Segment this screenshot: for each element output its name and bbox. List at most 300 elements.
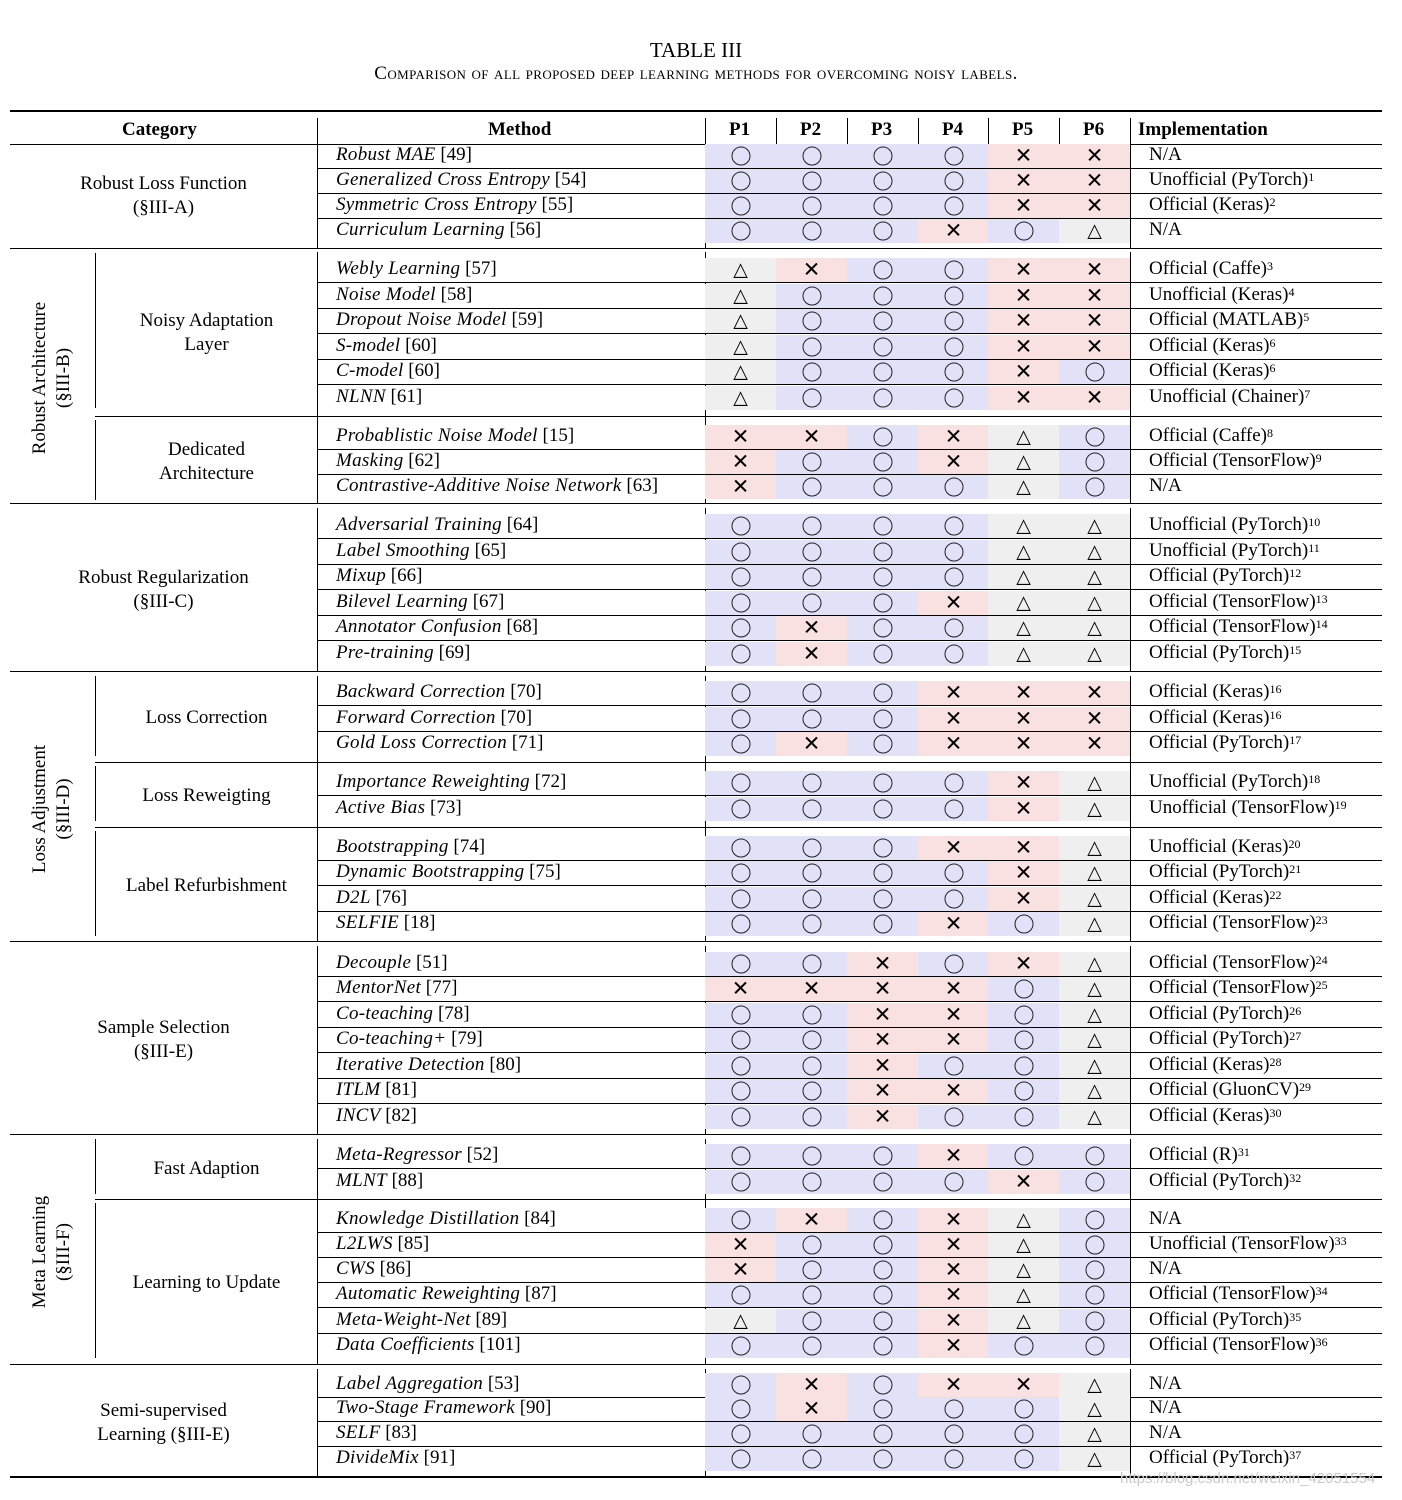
- footnote-marker: 17: [1289, 733, 1302, 747]
- property-cell-p6: [1059, 1422, 1130, 1446]
- property-cell-p5: [988, 616, 1059, 640]
- implementation-text: Unofficial (PyTorch): [1149, 169, 1309, 190]
- property-cell-p4: [918, 952, 989, 976]
- triangle-icon: △: [1016, 565, 1031, 588]
- implementation-text: Official (Keras): [1149, 1105, 1270, 1126]
- implementation: [1149, 1396, 1182, 1420]
- circle-icon: [944, 543, 963, 562]
- property-cell-p3: [847, 1170, 918, 1194]
- property-cell-p3: [847, 1028, 918, 1052]
- subcategory-label: [96, 874, 317, 898]
- implementation-text: Official (PyTorch): [1149, 642, 1290, 663]
- method-reference: [85]: [392, 1233, 430, 1254]
- implementation-text: Unofficial (Keras): [1149, 836, 1289, 857]
- method-reference: [61]: [385, 386, 423, 407]
- property-cell-p2: [776, 707, 847, 731]
- property-cell-p5: [988, 514, 1059, 538]
- method-name: [336, 770, 566, 794]
- triangle-icon: △: [1087, 887, 1102, 910]
- property-cell-p2: [776, 309, 847, 333]
- circle-icon: [873, 1147, 892, 1166]
- property-cell-p6: [1059, 1283, 1130, 1307]
- property-cell-p4: [918, 591, 989, 615]
- method-name: [336, 449, 440, 473]
- property-cell-p1: [705, 887, 776, 911]
- footnote-marker: 9: [1315, 451, 1322, 465]
- triangle-icon: △: [1016, 1283, 1031, 1306]
- circle-icon: [802, 1082, 821, 1101]
- cross-icon: ✕: [944, 1257, 963, 1282]
- triangle-icon: △: [1016, 642, 1031, 665]
- property-cell-p4: [918, 425, 989, 449]
- circle-icon: [731, 1286, 750, 1305]
- method-reference: [82]: [380, 1105, 417, 1126]
- property-cell-p5: [988, 952, 1059, 976]
- property-cell-p1: [705, 771, 776, 795]
- circle-icon: [873, 710, 892, 729]
- circle-icon: [731, 172, 750, 191]
- cross-icon: ✕: [731, 1257, 750, 1282]
- implementation: [1149, 1308, 1301, 1332]
- group-rule: [10, 1364, 1382, 1365]
- group-rule: [10, 671, 1382, 672]
- cross-icon: ✕: [1085, 143, 1104, 168]
- property-cell-p2: [776, 912, 847, 936]
- footnote-marker: 22: [1269, 888, 1282, 902]
- header-p6: P6: [1083, 119, 1105, 140]
- property-cell-p5: [988, 861, 1059, 885]
- footnote-marker: 10: [1308, 515, 1321, 529]
- property-cell-p2: [776, 732, 847, 756]
- method-name: [336, 1333, 521, 1357]
- circle-icon: [731, 915, 750, 934]
- method-reference: [55]: [536, 194, 574, 215]
- cross-icon: ✕: [944, 449, 963, 474]
- triangle-icon: △: [733, 284, 748, 307]
- circle-icon: [731, 774, 750, 793]
- method-name: [336, 835, 485, 859]
- property-cell-p1: [705, 1397, 776, 1421]
- category-text: Loss Adjustment: [29, 744, 50, 873]
- footnote-marker: 4: [1288, 285, 1295, 299]
- property-cell-p4: [918, 194, 989, 218]
- circle-icon: [873, 453, 892, 472]
- method-reference: [72]: [529, 771, 567, 792]
- circle-icon: [731, 864, 750, 883]
- circle-icon: [802, 222, 821, 241]
- property-cell-p1: [705, 681, 776, 705]
- property-cell-p1: [705, 912, 776, 936]
- circle-icon: [802, 864, 821, 883]
- implementation-text: Official (R): [1149, 1144, 1238, 1165]
- property-cell-p4: [918, 450, 989, 474]
- triangle-icon: △: [1087, 912, 1102, 935]
- property-cell-p2: [776, 169, 847, 193]
- triangle-icon: △: [1087, 540, 1102, 563]
- implementation: [1149, 796, 1347, 820]
- implementation: [1149, 641, 1301, 665]
- circle-icon: [802, 1261, 821, 1280]
- circle-icon: [873, 1173, 892, 1192]
- property-cell-p3: [847, 565, 918, 589]
- circle-icon: [1014, 980, 1033, 999]
- property-cell-p3: [847, 1233, 918, 1257]
- property-cell-p3: [847, 144, 918, 168]
- cross-icon: ✕: [1014, 680, 1033, 705]
- cross-icon: ✕: [1014, 1372, 1033, 1397]
- property-cell-p1: [705, 616, 776, 640]
- property-cell-p5: [988, 977, 1059, 1001]
- method-reference: [58]: [435, 284, 473, 305]
- circle-icon: [731, 1006, 750, 1025]
- circle-icon: [944, 1108, 963, 1127]
- property-cell-p4: [918, 284, 989, 308]
- property-cell-p4: [918, 309, 989, 333]
- circle-icon: [802, 312, 821, 331]
- footnote-marker: 29: [1299, 1080, 1312, 1094]
- property-cell-p6: [1059, 642, 1130, 666]
- circle-icon: [1085, 1236, 1104, 1255]
- property-cell-p1: [705, 1054, 776, 1078]
- property-cell-p5: [988, 1397, 1059, 1421]
- property-cell-p1: [705, 475, 776, 499]
- property-cell-p3: [847, 1334, 918, 1358]
- property-cell-p4: [918, 169, 989, 193]
- method-title: Pre-training: [336, 642, 434, 663]
- property-cell-p5: [988, 565, 1059, 589]
- property-cell-p2: [776, 1079, 847, 1103]
- property-cell-p5: [988, 258, 1059, 282]
- category-label: [28, 1195, 76, 1307]
- method-name: [336, 308, 543, 332]
- property-cell-p1: [705, 861, 776, 885]
- cross-icon: ✕: [1085, 193, 1104, 218]
- circle-icon: [802, 1337, 821, 1356]
- circle-icon: [944, 172, 963, 191]
- triangle-icon: △: [733, 360, 748, 383]
- implementation: [1149, 1078, 1311, 1102]
- method-name: [336, 1002, 470, 1026]
- property-cell-p6: [1059, 1054, 1130, 1078]
- property-cell-p6: [1059, 1334, 1130, 1358]
- property-cell-p1: [705, 1334, 776, 1358]
- circle-icon: [731, 890, 750, 909]
- triangle-icon: △: [733, 1309, 748, 1332]
- cross-icon: ✕: [1014, 283, 1033, 308]
- method-reference: [49]: [435, 144, 472, 165]
- implementation: [1149, 1333, 1328, 1357]
- implementation: [1149, 1143, 1250, 1167]
- circle-icon: [944, 261, 963, 280]
- implementation: [1149, 770, 1320, 794]
- triangle-icon: △: [1087, 1447, 1102, 1470]
- method-name: [336, 1169, 423, 1193]
- column-separator: [1130, 946, 1131, 1134]
- property-cell-p6: [1059, 1309, 1130, 1333]
- method-reference: [90]: [514, 1397, 552, 1418]
- method-name: [336, 731, 543, 755]
- circle-icon: [873, 864, 892, 883]
- circle-icon: [944, 645, 963, 664]
- method-title: Mixup: [336, 565, 387, 586]
- method-title: Automatic Reweighting: [336, 1283, 521, 1304]
- property-cell-p1: [705, 1373, 776, 1397]
- property-cell-p1: [705, 1447, 776, 1471]
- property-cell-p1: [705, 360, 776, 384]
- cross-icon: ✕: [1085, 168, 1104, 193]
- cross-icon: ✕: [1014, 706, 1033, 731]
- method-name: [336, 1308, 507, 1332]
- category-label: [10, 566, 317, 614]
- property-cell-p4: [918, 887, 989, 911]
- implementation-text: Official (PyTorch): [1149, 1170, 1290, 1191]
- property-cell-p2: [776, 1208, 847, 1232]
- property-cell-p3: [847, 169, 918, 193]
- property-cell-p4: [918, 475, 989, 499]
- implementation: [1149, 911, 1328, 935]
- circle-icon: [1085, 1286, 1104, 1305]
- triangle-icon: △: [1087, 1054, 1102, 1077]
- property-cell-p1: [705, 1028, 776, 1052]
- circle-icon: [873, 619, 892, 638]
- cross-icon: ✕: [731, 474, 750, 499]
- footnote-marker: 16: [1269, 708, 1282, 722]
- circle-icon: [944, 287, 963, 306]
- cross-icon: ✕: [944, 424, 963, 449]
- header-category: Category: [122, 119, 197, 140]
- implementation: [1149, 590, 1328, 614]
- property-cell-p3: [847, 681, 918, 705]
- triangle-icon: △: [733, 309, 748, 332]
- property-cell-p2: [776, 681, 847, 705]
- implementation-text: Official (PyTorch): [1149, 1003, 1290, 1024]
- circle-icon: [944, 338, 963, 357]
- circle-icon: [731, 568, 750, 587]
- footnote-marker: 37: [1289, 1448, 1302, 1462]
- implementation: [1149, 835, 1300, 859]
- property-cell-p3: [847, 450, 918, 474]
- method-reference: [78]: [433, 1003, 470, 1024]
- method-name: [336, 1232, 429, 1256]
- method-name: [336, 168, 586, 192]
- circle-icon: [802, 197, 821, 216]
- circle-icon: [802, 1450, 821, 1469]
- triangle-icon: △: [1016, 475, 1031, 498]
- circle-icon: [944, 517, 963, 536]
- method-title: Dropout Noise Model: [336, 309, 507, 330]
- implementation-text: Unofficial (TensorFlow): [1149, 1233, 1335, 1254]
- circle-icon: [1014, 1337, 1033, 1356]
- triangle-icon: △: [1087, 565, 1102, 588]
- subcategory-text: Learning to Update: [132, 1271, 281, 1293]
- circle-icon: [731, 1211, 750, 1230]
- circle-icon: [944, 363, 963, 382]
- property-cell-p3: [847, 642, 918, 666]
- footnote-marker: 5: [1303, 310, 1310, 324]
- triangle-icon: △: [1087, 1397, 1102, 1420]
- property-cell-p3: [847, 309, 918, 333]
- circle-icon: [731, 1173, 750, 1192]
- property-cell-p1: [705, 514, 776, 538]
- circle-icon: [1085, 1261, 1104, 1280]
- subcategory-label: [96, 309, 317, 357]
- property-cell-p6: [1059, 836, 1130, 860]
- footnote-marker: 12: [1289, 566, 1302, 580]
- circle-icon: [802, 1425, 821, 1444]
- method-title: L2LWS: [336, 1233, 393, 1254]
- circle-icon: [873, 478, 892, 497]
- circle-icon: [1085, 1312, 1104, 1331]
- cross-icon: ✕: [1014, 308, 1033, 333]
- circle-icon: [1014, 1057, 1033, 1076]
- property-cell-p4: [918, 707, 989, 731]
- circle-icon: [873, 890, 892, 909]
- implementation-text: Unofficial (PyTorch): [1149, 514, 1309, 535]
- implementation: [1149, 359, 1275, 383]
- implementation-text: Official (Keras): [1149, 887, 1270, 908]
- triangle-icon: △: [1087, 1079, 1102, 1102]
- cross-icon: ✕: [1014, 359, 1033, 384]
- property-cell-p4: [918, 1422, 989, 1446]
- cross-icon: ✕: [802, 641, 821, 666]
- property-cell-p4: [918, 681, 989, 705]
- cross-icon: ✕: [944, 1232, 963, 1257]
- circle-icon: [731, 197, 750, 216]
- footnote-marker: 32: [1289, 1171, 1302, 1185]
- cross-icon: ✕: [1085, 257, 1104, 282]
- cross-icon: ✕: [1014, 886, 1033, 911]
- property-cell-p4: [918, 912, 989, 936]
- implementation-text: Unofficial (PyTorch): [1149, 771, 1309, 792]
- property-cell-p4: [918, 335, 989, 359]
- circle-icon: [731, 147, 750, 166]
- cross-icon: ✕: [1014, 951, 1033, 976]
- property-cell-p4: [918, 797, 989, 821]
- circle-icon: [944, 955, 963, 974]
- triangle-icon: △: [733, 258, 748, 281]
- circle-icon: [873, 1261, 892, 1280]
- circle-icon: [873, 1337, 892, 1356]
- cross-icon: ✕: [802, 257, 821, 282]
- category-label: [10, 172, 317, 220]
- implementation-text: Unofficial (Chainer): [1149, 386, 1305, 407]
- cross-icon: ✕: [1014, 143, 1033, 168]
- property-cell-p5: [988, 475, 1059, 499]
- implementation: [1149, 976, 1328, 1000]
- property-cell-p6: [1059, 475, 1130, 499]
- triangle-icon: △: [1016, 616, 1031, 639]
- method-reference: [91]: [418, 1447, 456, 1468]
- method-name: [336, 1421, 417, 1445]
- triangle-icon: △: [1016, 1309, 1031, 1332]
- method-name: [336, 539, 506, 563]
- footnote-marker: 1: [1308, 170, 1315, 184]
- category-text: Sample Selection: [97, 1017, 230, 1038]
- category-text: (§III-D): [53, 777, 74, 840]
- property-cell-p4: [918, 565, 989, 589]
- property-cell-p2: [776, 1422, 847, 1446]
- footnote-marker: 25: [1315, 978, 1328, 992]
- property-cell-p2: [776, 1144, 847, 1168]
- table-caption: Comparison of all proposed deep learning methods for overcoming noisy labels.: [374, 63, 1018, 84]
- circle-icon: [1014, 222, 1033, 241]
- method-title: Dynamic Bootstrapping: [336, 861, 525, 882]
- subcategory-label: [96, 706, 317, 730]
- circle-icon: [944, 890, 963, 909]
- column-separator: [1130, 1369, 1131, 1476]
- property-cell-p4: [918, 386, 989, 410]
- footnote-marker: 6: [1269, 361, 1276, 375]
- implementation: [1149, 449, 1322, 473]
- property-cell-p1: [705, 591, 776, 615]
- triangle-icon: △: [1087, 219, 1102, 242]
- property-cell-p4: [918, 1208, 989, 1232]
- cross-icon: ✕: [944, 1002, 963, 1027]
- property-cell-p6: [1059, 1447, 1130, 1471]
- circle-icon: [802, 389, 821, 408]
- footnote-marker: 13: [1315, 592, 1328, 606]
- cross-icon: ✕: [944, 590, 963, 615]
- property-cell-p5: [988, 386, 1059, 410]
- property-cell-p4: [918, 219, 989, 243]
- property-cell-p5: [988, 219, 1059, 243]
- implementation-text: Official (TensorFlow): [1149, 912, 1316, 933]
- property-cell-p1: [705, 1422, 776, 1446]
- method-title: Bootstrapping: [336, 836, 449, 857]
- cross-icon: ✕: [802, 615, 821, 640]
- implementation: [1149, 1104, 1281, 1128]
- property-cell-p1: [705, 169, 776, 193]
- method-title: SELF: [336, 1422, 381, 1443]
- property-cell-p5: [988, 1283, 1059, 1307]
- footnote-marker: 3: [1267, 259, 1273, 273]
- property-cell-p2: [776, 1003, 847, 1027]
- property-cell-p6: [1059, 1003, 1130, 1027]
- cross-icon: ✕: [944, 680, 963, 705]
- property-cell-p2: [776, 1334, 847, 1358]
- property-cell-p6: [1059, 912, 1130, 936]
- property-cell-p4: [918, 258, 989, 282]
- method-reference: [88]: [386, 1170, 424, 1191]
- property-cell-p2: [776, 771, 847, 795]
- implementation: [1149, 474, 1182, 498]
- property-cell-p5: [988, 1447, 1059, 1471]
- subgroup-rule: [95, 1199, 1382, 1200]
- property-cell-p6: [1059, 952, 1130, 976]
- property-cell-p6: [1059, 386, 1130, 410]
- cross-icon: ✕: [873, 976, 892, 1001]
- property-cell-p2: [776, 1028, 847, 1052]
- implementation: [1149, 308, 1309, 332]
- property-cell-p5: [988, 797, 1059, 821]
- method-reference: [69]: [433, 642, 471, 663]
- circle-icon: [802, 710, 821, 729]
- circle-icon: [802, 1236, 821, 1255]
- property-cell-p4: [918, 1079, 989, 1103]
- property-cell-p5: [988, 1028, 1059, 1052]
- property-cell-p5: [988, 360, 1059, 384]
- circle-icon: [873, 517, 892, 536]
- implementation: [1149, 1257, 1182, 1281]
- circle-icon: [802, 338, 821, 357]
- cross-icon: ✕: [731, 424, 750, 449]
- triangle-icon: △: [1016, 1233, 1031, 1256]
- property-cell-p1: [705, 732, 776, 756]
- implementation-text: Official (Keras): [1149, 194, 1270, 215]
- implementation-text: N/A: [1149, 1258, 1182, 1279]
- method-reference: [59]: [506, 309, 544, 330]
- property-cell-p3: [847, 977, 918, 1001]
